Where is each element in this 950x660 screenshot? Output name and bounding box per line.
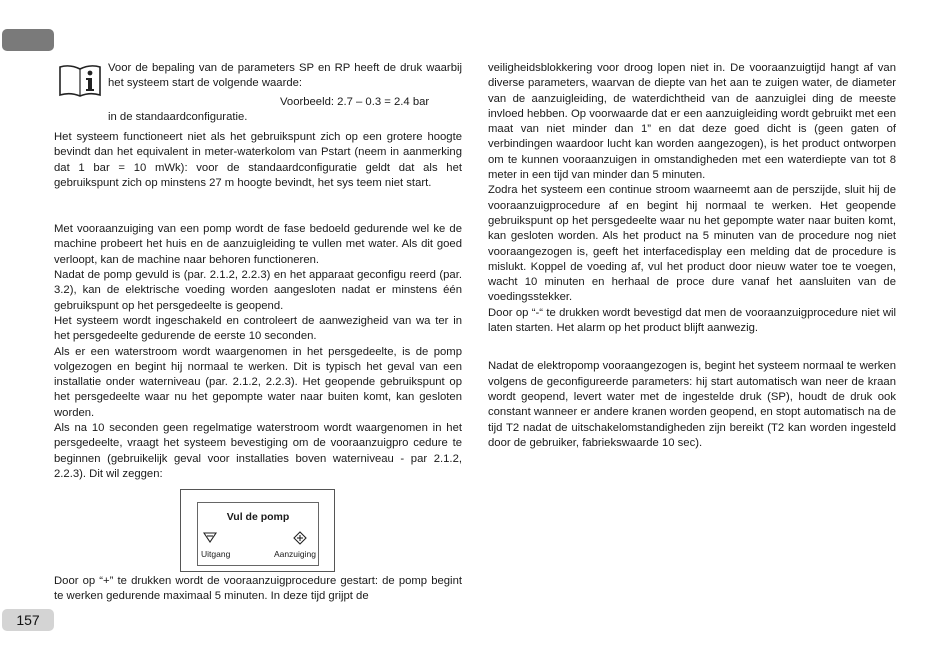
prime-label: Aanzuiging — [273, 549, 316, 559]
left-column-bottom — [54, 574, 462, 605]
display-panel — [197, 502, 319, 566]
info-note-tail: in de standaardconfiguratie. — [108, 111, 248, 123]
paragraph: Met vooraanzuiging van een pomp wordt de fase bedoeld gedurende wel ke de machine probeert het huis en de aanzuigleiding te vullen met water. Als dit goed verloopt, kan de machine naar behoren functioneren. — [54, 223, 462, 266]
right-column — [488, 61, 896, 451]
paragraph: Door op “+” te drukken wordt de vooraanzuigprocedure gestart: de pomp begint te werken gedurende maximaal 5 minuten. In deze tijd grijpt de — [54, 575, 462, 603]
page-number: 157 — [2, 609, 54, 631]
paragraph: Nadat de pomp gevuld is (par. 2.1.2, 2.2.3) en het apparaat geconfigu reerd (par. 3.2), kan de elektrische voeding worden aangesloten nadat er minstens één gebruikspunt op het persgedeelte is geopend. — [54, 269, 462, 312]
display-title: Vul de pomp — [226, 511, 290, 523]
paragraph: Het systeem functioneert niet als het gebruikspunt zich op een grotere hoogte bevindt dan het equivalent in meter-waterkolom van Pstart (neem in aanmerking dat 1 bar = 10 mWk): voor de standaardconfiguratie geldt dat als het gebruikspunt zich op minstens 27 m hoogte bevindt, het sys teem niet start. — [54, 131, 462, 189]
down-triangle-icon — [203, 531, 217, 545]
plus-circle-icon — [293, 531, 307, 545]
info-note-example: Voorbeeld: 2.7 – 0.3 = 2.4 bar — [280, 96, 430, 108]
paragraph: Zodra het systeem een continue stroom waarneemt aan de perszijde, sluit hij de vooraanzuigprocedure af en begint hij normaal te werken. Het geopende gebruikspunt op het persgedeelte waar nu het gepompte water naar buiten komt, kan gesloten worden. Als het product na 5 minuten van de procedure nog niet vooraangezogen is, geeft het interfacedisplay een melding dat de procedure is mislukt. Koppel de voeding af, vul het product door nieuw water toe te voegen, wacht 10 minuten en herhaal de proce dure vanaf het aansluiten van de voedingsstekker. — [488, 184, 896, 304]
exit-label: Uitgang — [201, 549, 231, 559]
paragraph: veiligheidsblokkering voor droog lopen niet in. De vooraanzuigtijd hangt af van diverse parameters, waarvan de diepte van het aan te zuigen water, de diameter van de aanzuigleiding, de waterdichtheid van de aanzuiglei ding de meeste invloed hebben. Op voorwaarde dat er een aanzuigleiding wordt gebruikt met een maat van niet minder dan 1” en dat deze goed dicht is (geen gaten of verbindingen waardoor lucht kan worden aangezogen), is het product ontworpen om te kunnen vooraanzuigen in omstandigheden met een waterdiepte van tot 8 meter in een tijd van minder dan 5 minuten. — [488, 62, 896, 182]
info-note-text: Voor de bepaling van de parameters SP en RP heeft de druk waarbij het systeem start de volgende waarde: — [108, 62, 462, 90]
display-screen — [180, 489, 335, 572]
book-info-icon — [58, 64, 102, 98]
paragraph: Door op “-“ te drukken wordt bevestigd dat men de vooraanzuigprocedure niet wil laten starten. Het alarm op het product blijft aanwezig. — [488, 306, 896, 335]
paragraph: Als na 10 seconden geen regelmatige waterstroom wordt waargenomen in het persgedeelte, vraagt het systeem bevestiging om de vooraanzuigpro cedure te beginnen (gebruikelijk geval voor installaties boven waterniveau - par 2.1.2, 2.2.3). Dit wil zeggen: — [54, 422, 462, 480]
paragraph: Nadat de elektropomp vooraangezogen is, begint het systeem normaal te werken volgens de geconfigureerde parameters: hij start automatisch wan neer de kraan wordt geopend, levert water met de ingestelde druk (SP), houdt de druk ook constant wanneer er andere kranen worden geopend, en stopt automatisch na de tijd T2 nadat de uitschakelomstandigheden zijn bereikt (T2 kan worden ingesteld door de gebruiker, fabriekswaarde 10 sec). — [488, 360, 896, 449]
section-tab — [2, 29, 54, 51]
left-column — [54, 130, 462, 482]
paragraph: Het systeem wordt ingeschakeld en controleert de aanwezigheid van wa ter in het persgedeelte gedurende de eerste 10 seconden. — [54, 314, 462, 343]
paragraph: Als er een waterstroom wordt waargenomen in het persgedeelte, is de pomp volgezogen en begint hij normaal te werken. Dit is typisch het geval van een installatie onder waterniveau (par. 2.1.2, 2.2.3). Het geopende gebruikspunt op het persgedeelte waar nu het gepompte water naar buiten komt, kan gesloten worden. — [54, 345, 462, 419]
